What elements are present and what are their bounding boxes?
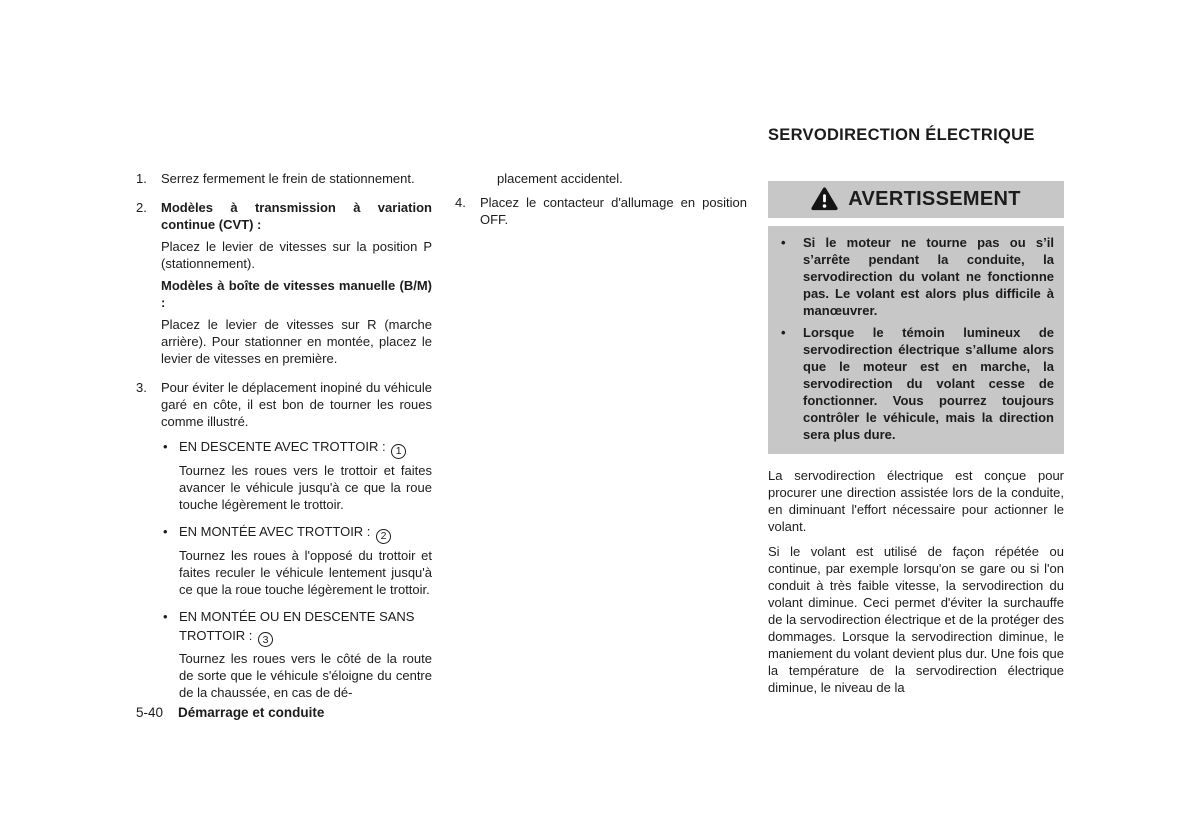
circled-number-3: 3 [258, 632, 273, 647]
step-text: Pour éviter le déplacement inopiné du véhicule garé en côte, il est bon de tourner les roues comme illustré. [161, 380, 432, 429]
step-number: 3. [136, 380, 147, 395]
section-heading: SERVODIRECTION ÉLECTRIQUE [768, 126, 1035, 144]
step-text: Serrez fermement le frein de stationnement. [161, 171, 415, 186]
step-number: 2. [136, 200, 147, 215]
bullet-heading [179, 522, 432, 544]
warning-triangle-icon [811, 187, 838, 212]
bullet-downhill-with-curb [163, 437, 432, 515]
bullet-body: Tournez les roues à l'opposé du trottoir et faites reculer le véhicule lentement jusqu'à ce que la roue touche légèrement le trottoir. [179, 547, 432, 597]
bullet-heading-text: EN MONTÉE OU EN DESCENTE SANS TROTTOIR : [179, 608, 415, 643]
page-number: 5-40 [136, 705, 164, 720]
step-number: 4. [455, 195, 466, 210]
step-1 [136, 170, 432, 192]
circled-number-2: 2 [376, 529, 391, 544]
warning-title: AVERTISSEMENT [848, 188, 1021, 210]
warning-header [768, 181, 1064, 218]
manual-transmission-heading: Modèles à boîte de vitesses manuelle (B/M) : [161, 278, 432, 310]
bullet-uphill-with-curb [163, 522, 432, 600]
bullet-heading-text: EN DESCENTE AVEC TROTTOIR : [179, 439, 386, 454]
bullet-dot: • [163, 523, 168, 539]
manual-transmission-paragraph: Placez le levier de vitesses sur R (marche arrière). Pour stationner en montée, placez le levier de vitesses en première. [161, 317, 432, 366]
bullet-body: Tournez les roues vers le trottoir et faites avancer le véhicule jusqu'à ce que la roue touche légèrement le trottoir. [179, 462, 432, 512]
circled-number-1: 1 [391, 444, 406, 459]
bullet-dot: • [163, 439, 168, 454]
left-column [136, 170, 432, 710]
step-4 [455, 194, 747, 233]
right-column [768, 126, 1064, 704]
body-paragraph-2: Si le volant est utilisé de façon répétée ou continue, par exemple lorsqu'on se gare ou si l'on conduit à très faible vitesse, la servodirection du volant diminue. Ceci permet d'éviter la surchauffe de la servodirection électrique et de la protéger des dommages. Lorsque la servodirection diminue, le maniement du volant devient plus dur. Une fois que la température de la servodirection électrique diminue, le niveau de la [768, 544, 1064, 695]
chapter-title: Démarrage et conduite [178, 705, 325, 720]
warning-bullet-1 [768, 234, 1054, 319]
bullet-dot: • [781, 325, 786, 340]
step-2 [136, 199, 432, 372]
warning-bullet-text: Lorsque le témoin lumineux de servodirection électrique s’allume alors que le moteur est en marche, la servodirection du volant cesse de fonctionner. Vous pourrez toujours contrôler le véhicule, mais la direction sera plus dure. [803, 325, 1054, 442]
body-paragraph-1: La servodirection électrique est conçue pour procurer une direction assistée lors de la conduite, en diminuant l'effort nécessaire pour actionner le volant. [768, 468, 1064, 534]
step-3 [136, 379, 432, 703]
page-footer [136, 704, 324, 721]
middle-column [455, 170, 747, 240]
bullet-heading-text: EN MONTÉE AVEC TROTTOIR : [179, 523, 371, 539]
bullet-no-curb [163, 607, 432, 704]
warning-bullet-text: Si le moteur ne tourne pas ou s’il s’arrête pendant la conduite, la servodirection du volant ne fonctionne pas. Le volant est alors plus difficile à manœuvrer. [803, 235, 1054, 318]
cvt-paragraph: Placez le levier de vitesses sur la position P (stationnement). [161, 239, 432, 271]
step-text: Placez le contacteur d'allumage en position OFF. [480, 195, 747, 227]
bullet-heading [179, 437, 432, 459]
warning-body [768, 226, 1064, 454]
bullet-heading [179, 607, 432, 648]
warning-box [768, 181, 1064, 454]
continuation-text: placement accidentel. [497, 171, 623, 186]
cvt-heading: Modèles à transmission à variation continue (CVT) : [161, 200, 432, 232]
step-number: 1. [136, 171, 147, 186]
bullet-dot: • [163, 608, 168, 624]
warning-bullet-2 [768, 324, 1054, 443]
bullet-dot: • [781, 235, 786, 250]
bullet-body: Tournez les roues vers le côté de la route de sorte que le véhicule s'éloigne du centre de la chaussée, en cas de dé- [179, 651, 432, 701]
